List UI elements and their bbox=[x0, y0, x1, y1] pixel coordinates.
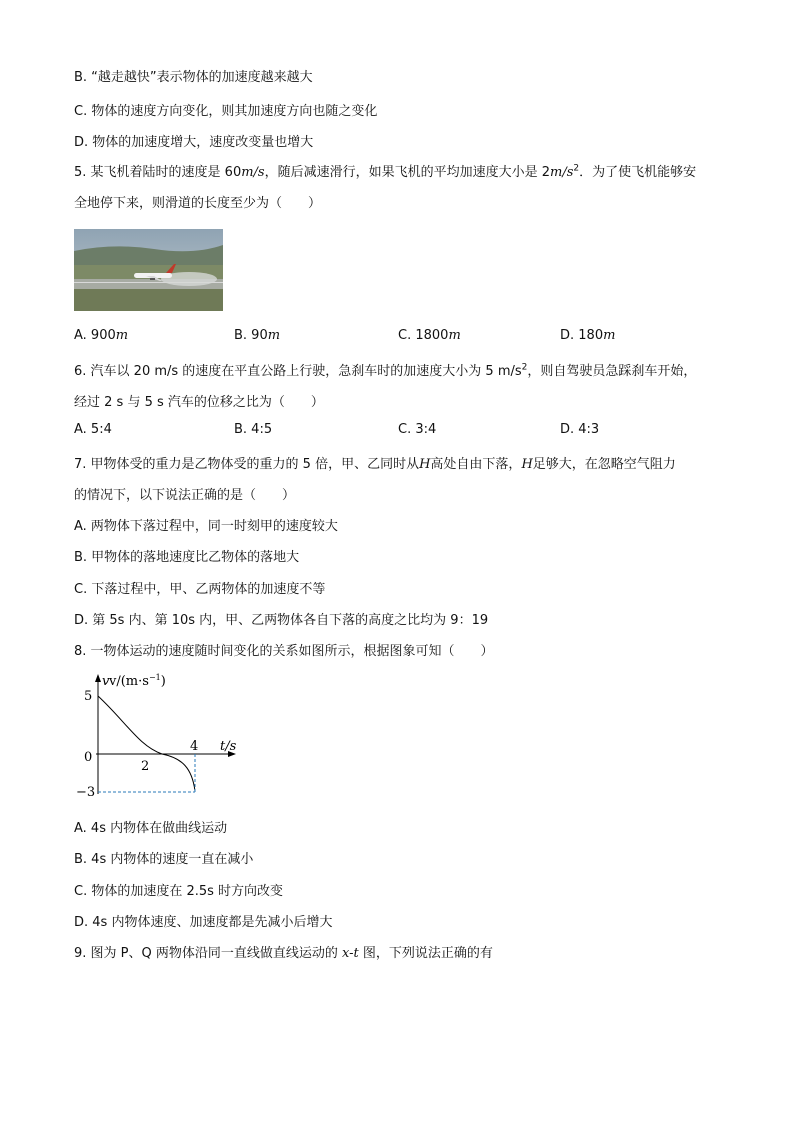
tick-label-2: 2 bbox=[141, 759, 150, 774]
q6-stem-line1: 6. 汽车以 20 m/s 的速度在平直公路上行驶，急刹车时的加速度大小为 5 $m/s^2$，则自驾驶员急踩刹车开始， bbox=[74, 362, 697, 379]
q7-option-a: A. 两物体下落过程中，同一时刻甲的速度较大 bbox=[74, 519, 338, 534]
q9-stem: 9. 图为 P、Q 两物体沿同一直线做直线运动的 x-t 图，下列说法正确的有 bbox=[74, 946, 493, 961]
q5-option-b: B. 90m bbox=[234, 328, 281, 343]
q6-stem-line2: 经过 2 s 与 5 s 汽车的位移之比为（ ） bbox=[74, 395, 324, 410]
q7-stem-line1: 7. 甲物体受的重力是乙物体受的重力的 5 倍，甲、乙同时从H高处自由下落，H足够大，在忽略空气阻力 bbox=[74, 457, 676, 472]
q6-option-d: D. 4:3 bbox=[560, 422, 600, 437]
q7-option-d: D. 第 5s 内、第 10s 内，甲、乙两物体各自下落的高度之比均为 9：19 bbox=[74, 613, 489, 628]
q5-stem-line2: 全地停下来，则滑道的长度至少为（ ） bbox=[74, 196, 322, 211]
q5-stem-line1: 5. 某飞机着陆时的速度是 60m/s，随后减速滑行，如果飞机的平均加速度大小是 $2m/s^2$．为了使飞机能够安 bbox=[74, 163, 697, 180]
q7-option-c: C. 下落过程中，甲、乙两物体的加速度不等 bbox=[74, 582, 326, 597]
velocity-time-graph bbox=[74, 672, 244, 802]
q5-option-a: A. 900m bbox=[74, 328, 129, 343]
q5-option-d: D. 180m bbox=[560, 328, 616, 343]
q6-option-a: A. 5:4 bbox=[74, 422, 112, 437]
v-axis-label-unit: $v/(m\cdot s^{-1})$ bbox=[109, 673, 166, 689]
q6-option-b: B. 4:5 bbox=[234, 422, 273, 437]
tick-label-0: 0 bbox=[84, 750, 93, 765]
q8-stem: 8. 一物体运动的速度随时间变化的关系如图所示，根据图象可知（ ） bbox=[74, 644, 494, 659]
tick-label-5: 5 bbox=[84, 689, 93, 704]
q8-option-a: A. 4s 内物体在做曲线运动 bbox=[74, 821, 228, 836]
q6-options bbox=[74, 422, 724, 440]
tick-label-4: 4 bbox=[190, 739, 199, 754]
q8-option-b: B. 4s 内物体的速度一直在减小 bbox=[74, 852, 254, 867]
velocity-curve bbox=[98, 696, 195, 791]
q4-option-c: C. 物体的速度方向变化，则其加速度方向也随之变化 bbox=[74, 104, 378, 119]
airplane-landing-photo bbox=[74, 229, 223, 311]
q8-option-c: C. 物体的加速度在 2.5s 时方向改变 bbox=[74, 884, 284, 899]
q5-options bbox=[74, 328, 724, 346]
q5-option-c: C. 1800m bbox=[398, 328, 461, 343]
q4-option-b: B. “越走越快”表示物体的加速度越来越大 bbox=[74, 70, 313, 85]
v-axis-label-v: v bbox=[102, 674, 110, 689]
q7-stem-line2: 的情况下，以下说法正确的是（ ） bbox=[74, 488, 296, 503]
q7-option-b: B. 甲物体的落地速度比乙物体的落地大 bbox=[74, 550, 300, 565]
tick-label-minus3: −3 bbox=[76, 785, 96, 800]
v-axis-arrow bbox=[95, 674, 101, 682]
q8-option-d: D. 4s 内物体速度、加速度都是先减小后增大 bbox=[74, 915, 333, 930]
q4-option-d: D. 物体的加速度增大，速度改变量也增大 bbox=[74, 135, 314, 150]
q6-option-c: C. 3:4 bbox=[398, 422, 437, 437]
t-axis-label: t/s bbox=[220, 739, 237, 754]
